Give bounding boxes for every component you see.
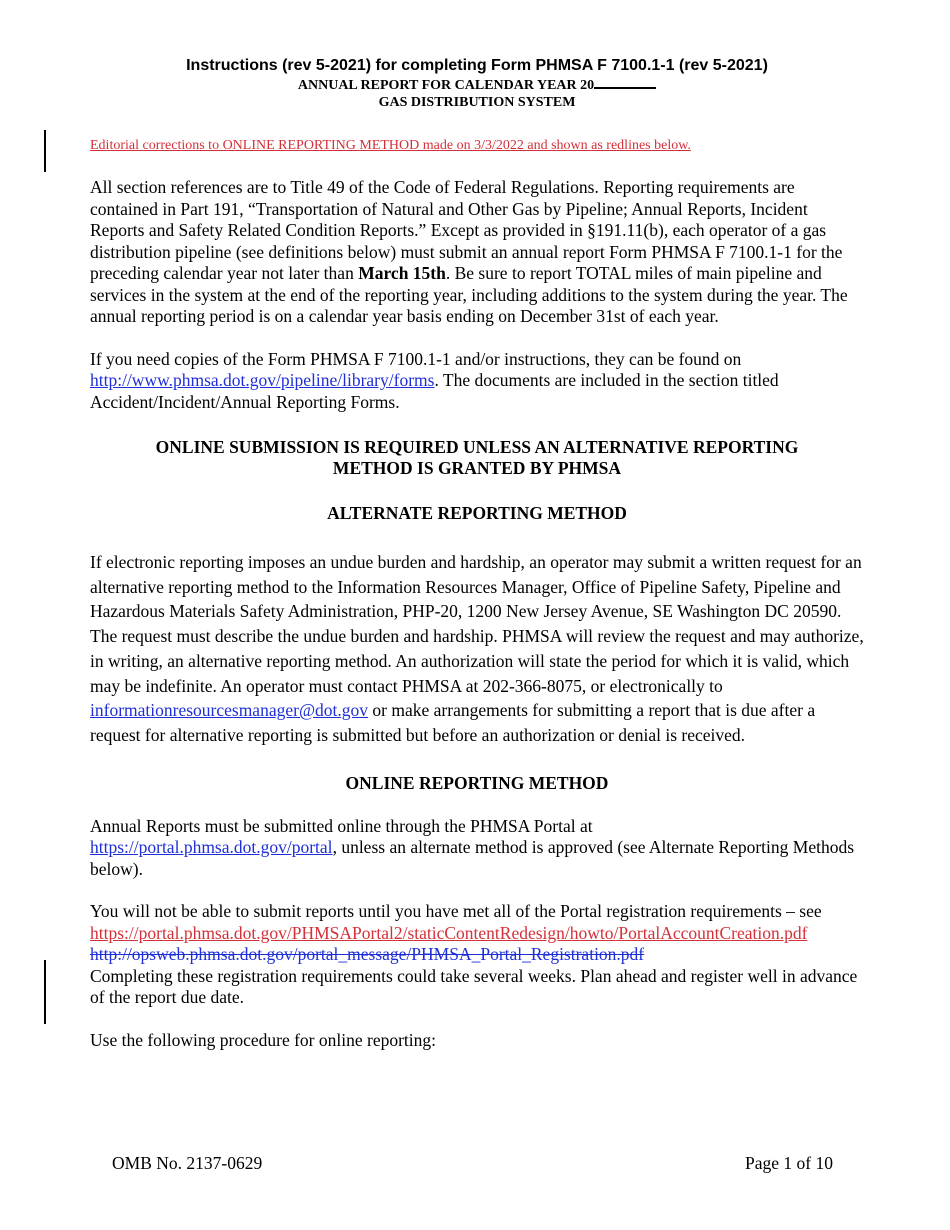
page-number: Page 1 of 10 [745, 1153, 833, 1173]
registration-paragraph: You will not be able to submit reports until you have met all of the Portal registration requirements – see https://portal.phmsa.dot.gov/PHMSAPortal2/staticContentRedesign/howto/PortalAccountCreation.pdf http://opsweb.phmsa.dot.gov/portal_message/PHMSA_Portal_Registration.pdf Completing these registration requirements could take several weeks. Plan ahead and register well in advance of the report due date. [90, 901, 858, 1008]
alternate-paragraph: If electronic reporting imposes an undue burden and hardship, an operator may submit a written request for an alternative reporting method to the Information Resources Manager, Office of Pipeline Safety, Pipeline and Hazardous Materials Safety Administration, PHP-20, 1200 New Jersey Avenue, SE Washington DC 20590. The request must describe the undue burden and hardship. PHMSA will review the request and may authorize, in writing, an alternative reporting method. An authorization will state the period for which it is valid, which may be indefinite. An operator must contact PHMSA at 202-366-8075, or electronically to informationresourcesmanager@dot.gov or make arrangements for submitting a report that is due after a request for alternative reporting is submitted but before an authorization or denial is received. [90, 552, 864, 745]
due-date: March 15th [358, 263, 446, 283]
editorial-note: Editorial corrections to ONLINE REPORTING METHOD made on 3/3/2022 and shown as redlines below. [90, 138, 691, 153]
report-year-line [90, 76, 864, 94]
portal-account-creation-link[interactable]: https://portal.phmsa.dot.gov/PHMSAPortal2/staticContentRedesign/howto/PortalAccountCreation.pdf [90, 922, 808, 943]
report-year-label: ANNUAL REPORT FOR CALENDAR YEAR 20 [297, 78, 595, 93]
document-title: Instructions (rev 5-2021) for completing Form PHMSA F 7100.1-1 (rev 5-2021) [186, 57, 768, 74]
system-type: GAS DISTRIBUTION SYSTEM [378, 95, 576, 110]
old-registration-link[interactable]: http://opsweb.phmsa.dot.gov/portal_message/PHMSA_Portal_Registration.pdf [90, 944, 645, 965]
email-link[interactable]: informationresourcesmanager@dot.gov [90, 700, 369, 721]
intro-paragraph: All section references are to Title 49 of the Code of Federal Regulations. Reporting requirements are contained in Part 191, “Transportation of Natural and Other Gas by Pipeline; Annual Reports, Incident Reports and Safety Related Condition Reports.” Except as provided in §191.11(b), each operator of a gas distribution pipeline (see definitions below) must submit an annual report Form PHMSA F 7100.1-1 for the preceding calendar year not later than March 15th. Be sure to report TOTAL miles of main pipeline and services in the system at the end of the reporting year, including additions to the system during the year. The annual reporting period is on a calendar year basis ending on December 31st of each year. [90, 177, 848, 326]
online-heading: ONLINE REPORTING METHOD [345, 772, 609, 793]
portal-link[interactable]: https://portal.phmsa.dot.gov/portal [90, 837, 333, 858]
copies-paragraph: If you need copies of the Form PHMSA F 7100.1-1 and/or instructions, they can be found on http://www.phmsa.dot.gov/pipeline/library/forms. The documents are included in the section titled Accident/Incident/Annual Reporting Forms. [90, 348, 779, 412]
year-blank[interactable] [594, 76, 656, 89]
omb-number: OMB No. 2137-0629 [112, 1153, 263, 1173]
change-bar-registration [44, 960, 46, 1024]
document-page [90, 56, 864, 1051]
document-header [90, 56, 864, 111]
forms-link[interactable]: http://www.phmsa.dot.gov/pipeline/library/forms [90, 370, 435, 390]
online-required-heading: ONLINE SUBMISSION IS REQUIRED UNLESS AN ALTERNATIVE REPORTING METHOD IS GRANTED BY PHMSA [155, 437, 799, 478]
procedure-intro: Use the following procedure for online reporting: [90, 1029, 437, 1050]
change-bar-editorial [44, 130, 46, 172]
annual-paragraph: Annual Reports must be submitted online through the PHMSA Portal at https://portal.phmsa.dot.gov/portal, unless an alternate method is approved (see Alternate Reporting Methods below). [90, 815, 855, 879]
alternate-heading: ALTERNATE REPORTING METHOD [327, 503, 627, 523]
